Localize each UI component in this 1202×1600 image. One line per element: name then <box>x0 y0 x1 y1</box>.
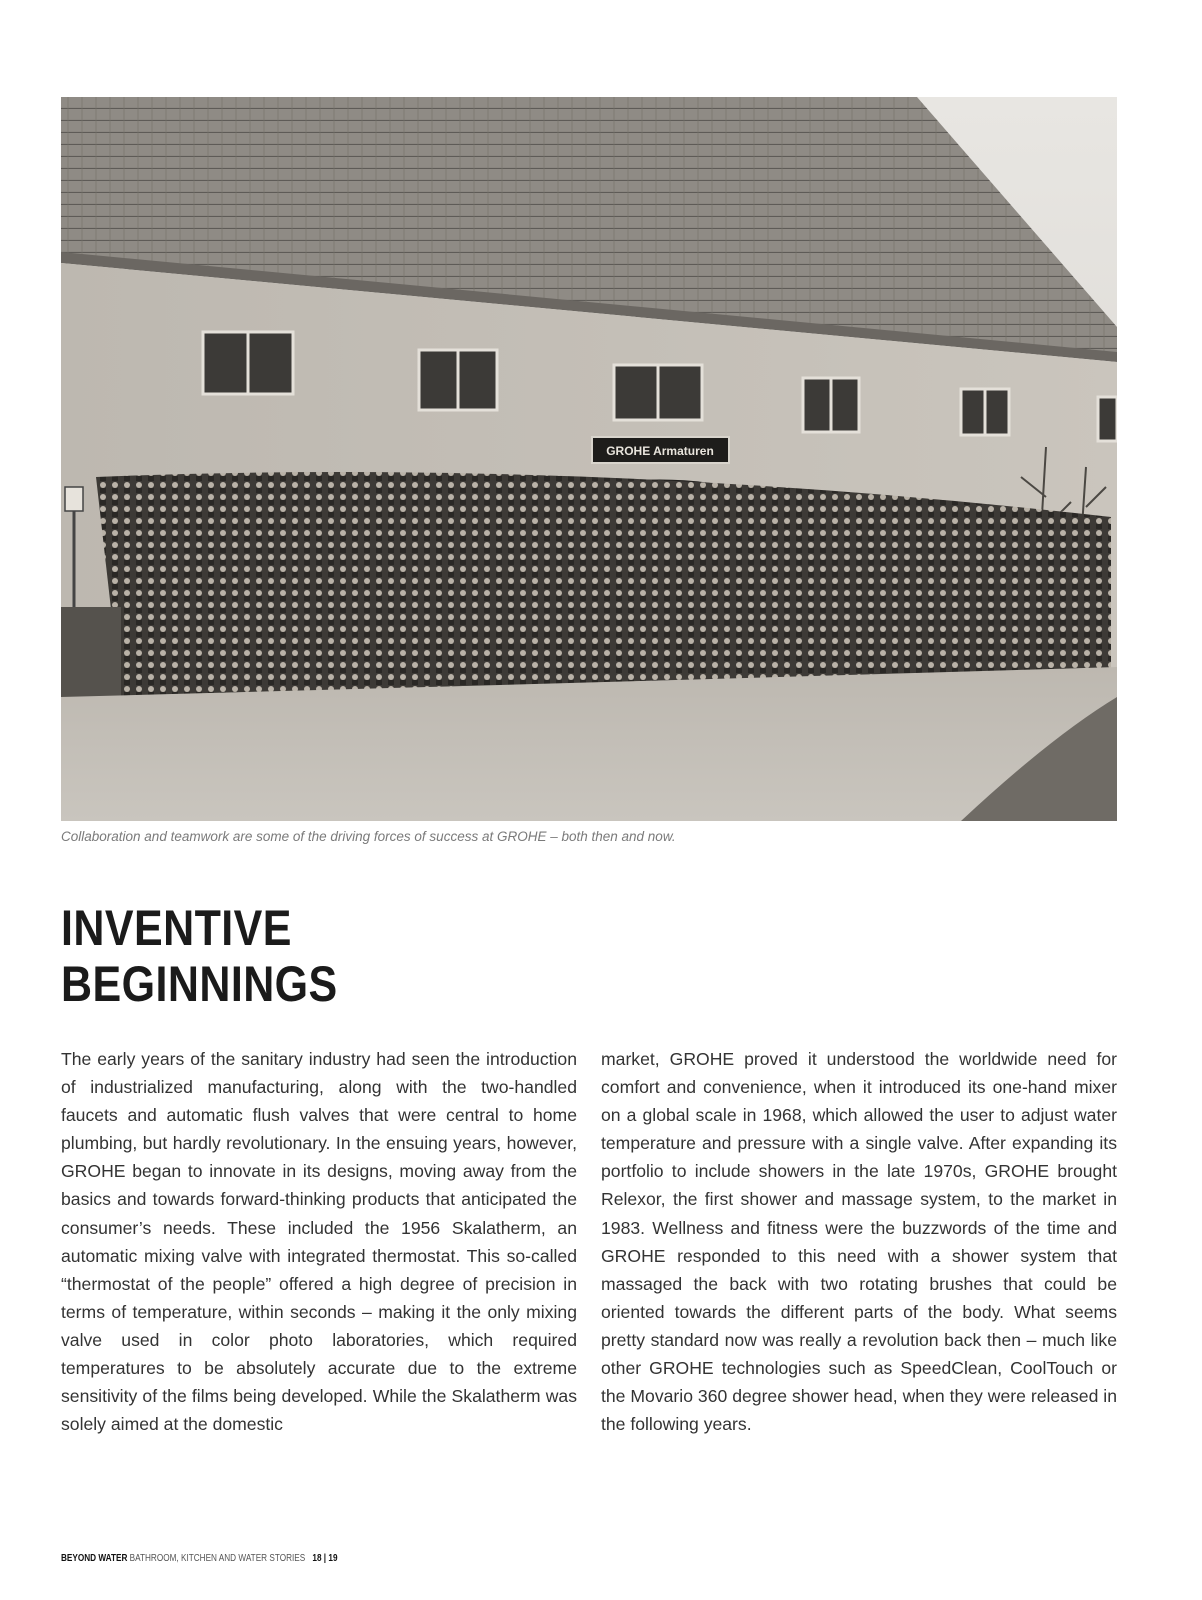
grohe-sign-text: GROHE Armaturen <box>606 444 714 458</box>
article-title-line-2: BEGINNINGS <box>61 956 338 1012</box>
historic-group-photo <box>61 97 1117 821</box>
article-title <box>61 900 577 1012</box>
article-title-line-1: INVENTIVE <box>61 900 292 956</box>
photo-caption: Collaboration and teamwork are some of the driving forces of success at GROHE – both then and now. <box>61 829 676 844</box>
article-column-2: market, GROHE proved it understood the worldwide need for comfort and convenience, when it introduced its one-hand mixer on a global scale in 1968, which allowed the user to adjust water temperature and pressure with a single valve. After expanding its portfolio to include showers in the late 1970s, GROHE brought Relexor, the first shower and massage system, to the market in 1983. Wellness and fitness were the buzzwords of the time and GROHE responded to this need with a shower system that massaged the back with two rotating brushes that could be oriented towards the different parts of the body. What seems pretty standard now was really a revolution back then – much like other GROHE technologies such as SpeedClean, CoolTouch or the Movario 360 degree shower head, when they were released in the following years. <box>601 1049 1117 1435</box>
page-numbers: 18 | 19 <box>312 1553 338 1564</box>
footer-brand: BEYOND WATER <box>61 1553 128 1564</box>
page-footer <box>61 1553 338 1564</box>
footer-tagline: BATHROOM, KITCHEN AND WATER STORIES <box>129 1553 306 1564</box>
article-column-1: The early years of the sanitary industry had seen the introduction of industrialized manufacturing, along with the two-handled faucets and automatic flush valves that were central to home plumbing, but hardly revolutionary. In the ensuing years, however, GROHE began to innovate in its designs, moving away from the basics and towards forward-thinking products that anticipated the consumer’s needs. These included the 1956 Skalatherm, an automatic mixing valve with integrated thermostat. This so-called “thermostat of the people” offered a high degree of precision in terms of temperature, within seconds – making it the only mixing valve used in color photo laboratories, which required temperatures to be absolutely accurate due to the extreme sensitivity of the films being developed. While the Skalatherm was solely aimed at the domestic <box>61 1049 577 1435</box>
